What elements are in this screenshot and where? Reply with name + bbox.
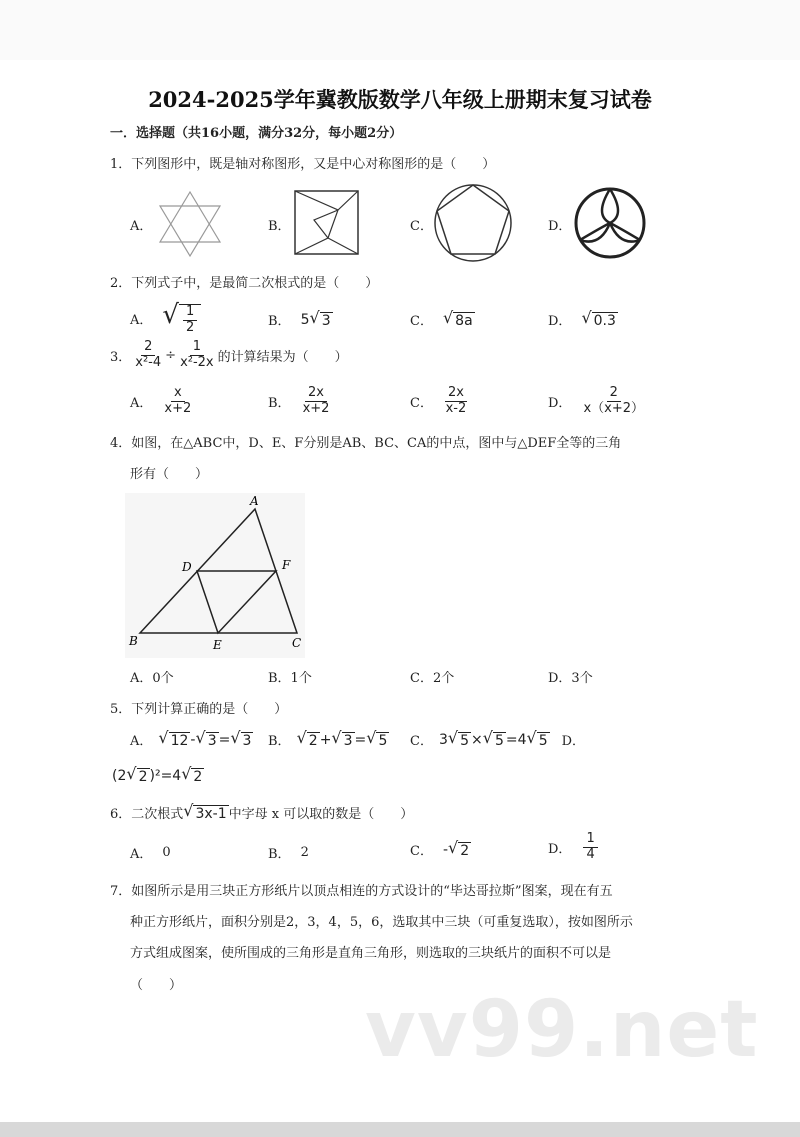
option-label: A． [130,313,153,329]
numerator: x [171,386,185,402]
denominator: x²-2x [180,354,214,370]
operator: × [471,731,483,748]
option-label: A． [130,734,153,750]
q6-option-a [130,843,171,862]
denominator: x-2 [445,400,467,416]
radicand: 2 [460,843,470,859]
radicand: 5 [460,733,469,749]
option-label: A． [130,847,153,862]
q1-option-b [268,215,291,234]
sign: - [442,841,449,858]
denominator: x+2 [164,400,192,416]
question-text: 的计算结果为（ ） [217,349,348,365]
radicand: 0.3 [593,313,616,329]
numerator: 1 [583,832,597,848]
point-d-label: D [182,560,192,574]
q4-option-d: D．3个 [548,671,593,686]
point-c-label: C [292,636,302,650]
operator: + [319,731,332,748]
q4-option-b: B．1个 [268,671,312,686]
option-label: B． [268,395,291,411]
numerator: 1 [183,305,197,321]
numerator: 1 [190,340,204,356]
q3-option-a [130,386,193,417]
option-label: D． [548,219,572,234]
q5-option-b: B． √ 2 + √ 3 = √ 5 [268,728,388,750]
radicand: 2 [193,769,203,785]
top-margin [0,0,800,60]
operator: =4 [505,731,527,748]
question-4-line-2: 形有（ ） [130,467,209,482]
option-label: B． [268,734,291,750]
q5-option-d: (2 √ 2 )²=4 √ 2 [112,764,203,785]
option-label: C． [410,219,433,234]
q5-option-c: C． 3 √ 5 × √ 5 =4 √ 5 D． [410,728,586,750]
radicand: 2 [138,769,148,785]
triangle-figure [125,493,305,658]
question-text: 6．二次根式 [110,807,184,823]
radicand: 5 [378,733,388,749]
option-label: A． [130,395,153,411]
q6-option-b [268,843,309,862]
q3-option-b [268,386,331,417]
q1-option-d [548,215,571,234]
denominator: x²-4 [135,354,162,370]
question-number: 3． [110,349,132,365]
operator: = [354,731,367,748]
operator: = [218,731,231,748]
expression-part: )²=4 [149,767,182,784]
expression-part: (2 [112,767,127,784]
radicand: 3 [343,733,353,749]
bottom-margin [0,1122,800,1137]
point-f-label: F [282,558,291,572]
q1-option-c [410,215,433,234]
question-5: 5．下列计算正确的是（ ） [110,702,288,717]
numerator: 2 [141,340,155,356]
option-value: 2 [300,845,309,860]
denominator: 2 [185,319,195,335]
radicand: 3 [321,313,331,329]
option-label: C． [410,314,433,330]
question-7-line-4: （ ） [130,978,183,993]
hexagram-figure [155,188,225,260]
square-pinwheel-figure [292,188,362,258]
point-e-label: E [213,638,222,652]
radicand: 5 [538,733,548,749]
question-text: 中字母 x 可以取的数是（ ） [228,807,414,823]
circle-three-arcs-figure [572,185,648,261]
radicand: 3x-1 [195,806,227,822]
watermark: vv99.net [365,985,759,1075]
question-4-line-1: 4．如图，在△ABC中，D、E、F分别是AB、BC、CA的中点，图中与△DEF全等的三角 [110,436,622,451]
q6-option-c: C． - √ 2 [410,838,470,860]
radicand: 3 [242,733,252,749]
q5-option-a: A． √ 12 - √ 3 = √ 3 [130,728,252,750]
q1-option-a [130,215,152,234]
numerator: 2x [305,386,327,402]
radicand: 12 [170,733,189,749]
circle-pentagon-figure [432,182,514,264]
denominator: x（x+2） [583,400,644,416]
option-label: D． [548,314,572,330]
option-label: A． [130,219,153,234]
q4-option-c: C．2个 [410,671,455,686]
question-3 [110,340,348,371]
q2-option-c: C． √ 8a [410,308,473,330]
operator: - [190,731,196,748]
question-7-line-3: 方式组成图案，使所围成的三角形是直角三角形，则选取的三块纸片的面积不可以是 [130,946,612,961]
q6-option-d [548,832,600,863]
point-b-label: B [129,634,138,648]
numerator: 2 [607,386,621,402]
denominator: x+2 [302,400,330,416]
question-7-line-1: 7．如图所示是用三块正方形纸片以顶点相连的方式设计的“毕达哥拉斯”图案，现在有五 [110,884,613,899]
q3-option-c [410,386,469,417]
radicand: 2 [308,733,318,749]
q2-option-b: B． 5 √ 3 [268,308,331,330]
radicand: 8a [455,313,473,329]
option-label: B． [268,314,291,330]
coefficient: 5 [300,311,310,328]
coefficient: 3 [438,731,448,748]
q2-option-d: D． √ 0.3 [548,308,616,330]
option-label: C． [410,734,433,750]
option-label: B． [268,219,291,234]
question-6: 6．二次根式 √ 3x-1 中字母 x 可以取的数是（ ） [110,801,414,823]
question-2: 2．下列式子中，是最简二次根式的是（ ） [110,276,379,291]
option-label: C． [410,844,433,860]
question-1: 1．下列图形中，既是轴对称图形，又是中心对称图形的是（ ） [110,157,496,172]
option-label: D． [548,395,572,411]
option-label: C． [410,395,433,411]
section-heading: 一．选择题（共16小题，满分32分，每小题2分） [110,126,403,141]
q3-option-d [548,386,646,417]
option-label: B． [268,847,291,862]
page-title: 2024-2025学年冀教版数学八年级上册期末复习试卷 [148,87,652,112]
numerator: 2x [445,386,467,402]
denominator: 4 [586,846,595,862]
point-a-label: A [250,494,259,508]
option-label: D． [548,841,572,857]
option-value: 0 [162,845,171,860]
q4-option-a: A．0个 [130,671,174,686]
question-7-line-2: 种正方形纸片，面积分别是2，3，4，5，6，选取其中三块（可重复选取），按如图所示 [130,915,633,930]
divide-sign: ÷ [165,347,177,363]
option-label: D． [561,734,586,750]
sqrt-expression: √ $\frac{1}{2}$ [162,302,201,336]
radicand: 3 [207,733,217,749]
q2-option-a [130,302,201,336]
radicand: 5 [494,733,504,749]
